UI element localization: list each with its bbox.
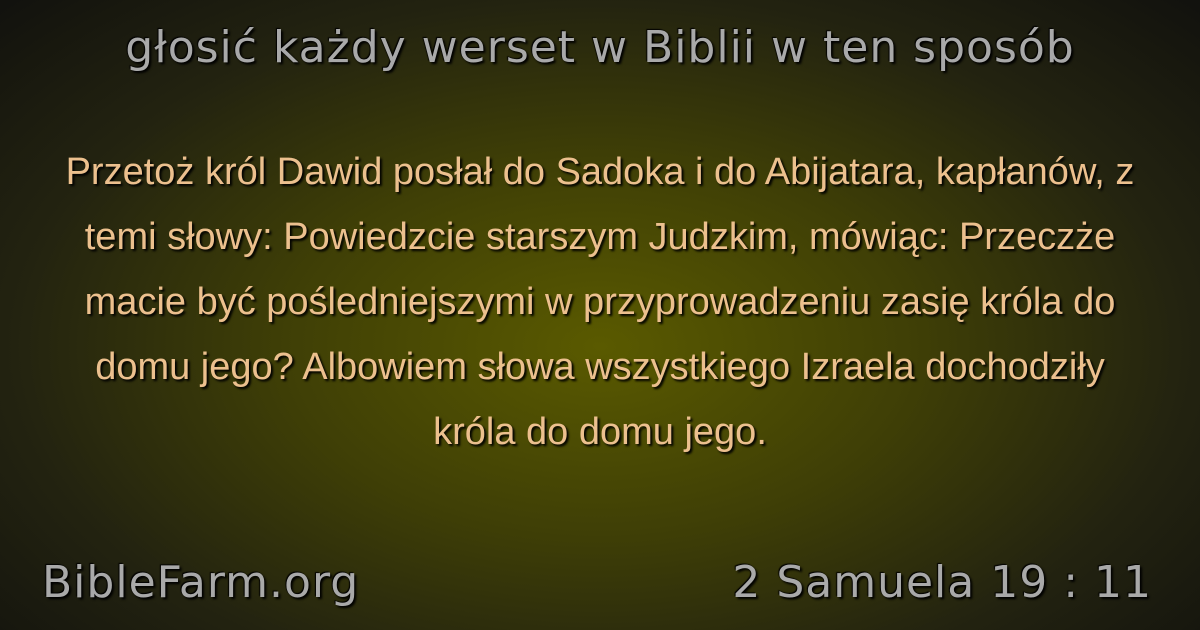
verse-reference: 2 Samuela 19 : 11 bbox=[732, 557, 1152, 608]
site-name: BibleFarm.org bbox=[42, 557, 360, 608]
tagline-heading: głosić każdy werset w Biblii w ten sposób bbox=[125, 22, 1075, 73]
verse-text: Przetoż król Dawid posłał do Sadoka i do Abijatara, kapłanów, z temi słowy: Powiedzcie starszym Judzkim, mówiąc: Przeczże macie być pośledniejszymi w przyprowadzeniu zasię króla do domu jego? Albowiem słowa wszystkiego Izraela dochodziły króla do domu jego. bbox=[65, 151, 1135, 453]
